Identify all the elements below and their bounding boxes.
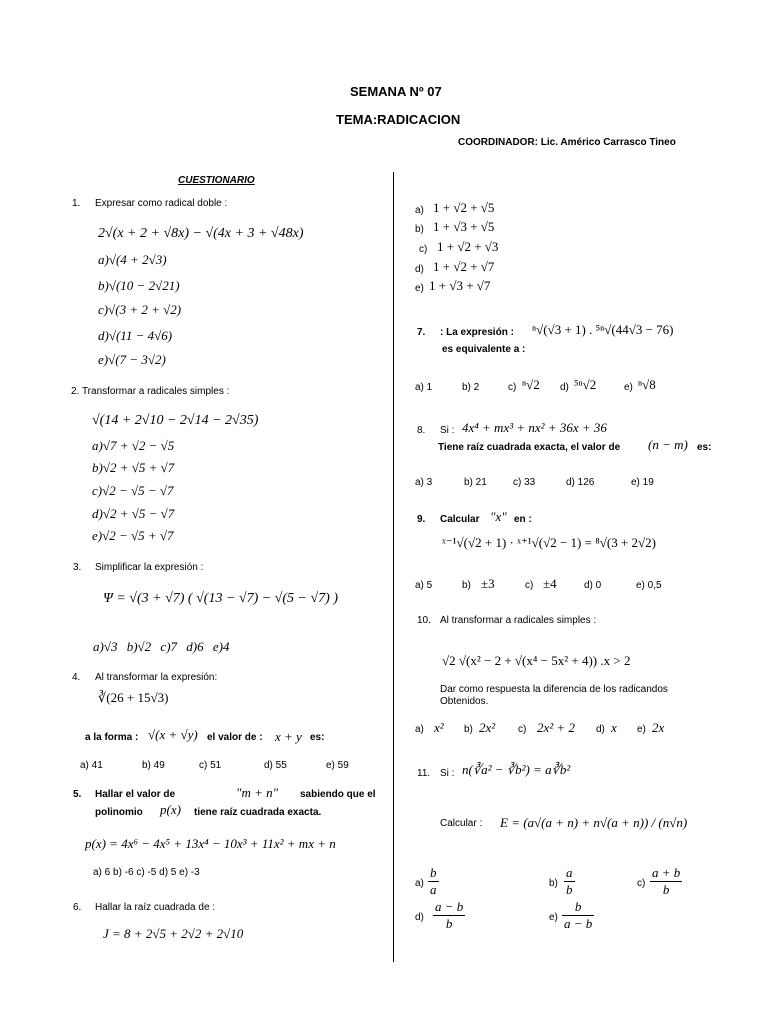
option-c: c) 51	[199, 760, 222, 771]
option-e: e) 0,5	[636, 580, 662, 591]
question-text-b: Tiene raíz cuadrada exacta, el valor de	[438, 442, 621, 453]
option-b: $\frac{a}{b}$	[566, 865, 573, 897]
option-b: ±3	[481, 576, 495, 591]
option-e: 1 + √3 + √7	[429, 278, 491, 293]
option-d: $\frac{a - b}{b}$	[435, 899, 464, 931]
option-c-label: c)	[508, 382, 517, 393]
question-text-d: tiene raíz cuadrada exacta.	[194, 807, 322, 818]
question-number: 10.	[417, 615, 431, 626]
option-d: 1 + √2 + √7	[433, 259, 495, 274]
option-c: c)√2 − √5 − √7	[92, 483, 174, 498]
question-text-b: en :	[514, 514, 532, 525]
option-a: x²	[434, 720, 444, 735]
question-text: : La expresión :	[440, 327, 514, 338]
question-note: Dar como respuesta la diferencia de los radicandos Obtenidos.	[440, 684, 668, 707]
option-b: b)√2 + √5 + √7	[92, 460, 175, 475]
question-expression: ⁿ√(√3 + 1) . ⁵ⁿ√(44√3 − 76)	[532, 322, 674, 337]
option-c-label: c)	[637, 878, 646, 889]
question-text: Al transformar a radicales simples :	[440, 615, 597, 626]
question-number: 7.	[417, 327, 426, 338]
question-expression: √(14 + 2√10 − 2√14 − 2√35)	[92, 413, 259, 428]
page-title: SEMANA Nº 07	[350, 84, 442, 99]
question-number: 1.	[72, 198, 81, 209]
question-text: 2. Transformar a radicales simples :	[71, 386, 230, 397]
question-expression: 2√(x + 2 + √8x) − √(4x + 3 + √48x)	[98, 226, 304, 241]
option-c: 2x² + 2	[537, 720, 575, 735]
option-a: a) 3	[415, 477, 433, 488]
question-text-c: polinomio	[95, 807, 143, 818]
option-b: b) 49	[142, 760, 165, 771]
question-expression: √2 √(x² − 2 + √(x⁴ − 5x² + 4)) .x > 2	[442, 653, 631, 668]
sum-expression: x + y	[275, 729, 302, 744]
question-text: Expresar como radical doble :	[95, 198, 228, 209]
form-expression: √(x + √y)	[148, 727, 198, 742]
option-e: e)√(7 − 3√2)	[98, 352, 166, 367]
E-expression: E = (a√(a + n) + n√(a + n)) / (n√n)	[500, 815, 688, 830]
question-expression: Ψ = √(3 + √7) ( √(13 − √7) − √(5 − √7) )	[103, 591, 338, 606]
quoted-expression: "m + n"	[236, 785, 279, 800]
option-e: $\frac{b}{a - b}$	[564, 899, 593, 931]
option-e-label: e)	[549, 912, 558, 923]
option-d-label: d)	[560, 382, 569, 393]
question-number: 6.	[73, 902, 82, 913]
page-subtitle: TEMA:RADICACION	[336, 112, 461, 127]
difference-expression: (n − m)	[648, 437, 688, 452]
question-text: Si :	[440, 425, 455, 436]
options-row: a) 6 b) -6 c) -5 d) 5 e) -3	[93, 867, 200, 878]
option-e-label: e)	[637, 724, 646, 735]
question-number: 5.	[73, 789, 82, 800]
option-a: a) 1	[415, 382, 433, 393]
polynomial-name: p(x)	[160, 802, 181, 817]
column-divider	[393, 172, 394, 962]
option-e: ⁿ√8	[638, 377, 656, 392]
option-b-label: b)	[462, 580, 471, 591]
option-c: ±4	[543, 576, 557, 591]
question-expression: p(x) = 4x⁶ − 4x⁵ + 13x⁴ − 10x³ + 11x² + mx + n	[85, 836, 336, 851]
option-c: ⁿ√2	[522, 377, 540, 392]
options-row: a)√3 b)√2 c)7 d)6 e)4	[93, 639, 230, 654]
option-e: 2x	[652, 720, 665, 735]
option-a: a) 41	[80, 760, 103, 771]
question-text-b: es equivalente a :	[442, 344, 526, 355]
question-number: 3.	[73, 562, 82, 573]
option-a: $\frac{b}{a}$	[430, 865, 437, 897]
option-b: 1 + √3 + √5	[433, 219, 495, 234]
option-a: a) 5	[415, 580, 433, 591]
value-label: el valor de :	[207, 732, 263, 743]
option-b: b) 2	[462, 382, 480, 393]
es-label: es:	[310, 732, 325, 743]
question-text: Calcular	[440, 514, 480, 525]
question-expression: 4x⁴ + mx³ + nx² + 36x + 36	[462, 420, 607, 435]
option-e: e)√2 − √5 + √7	[92, 528, 174, 543]
form-label: a la forma :	[85, 732, 139, 743]
question-expression: ˣ⁻¹√(√2 + 1) · ˣ⁺¹√(√2 − 1) = ⁸√(3 + 2√2)	[442, 535, 657, 550]
option-d: x	[611, 720, 617, 735]
question-text: Simplificar la expresión :	[95, 562, 204, 573]
option-c-label: c)	[518, 724, 527, 735]
question-text: Si :	[440, 768, 455, 779]
option-d-label: d)	[415, 264, 424, 275]
questionnaire-heading: CUESTIONARIO	[178, 175, 255, 186]
question-expression: J = 8 + 2√5 + 2√2 + 2√10	[103, 926, 244, 941]
option-a: a)√(4 + 2√3)	[98, 252, 167, 267]
question-number: 9.	[417, 514, 426, 525]
option-d: d)√(11 − 4√6)	[98, 328, 173, 343]
option-d: d)√2 + √5 − √7	[92, 506, 175, 521]
option-d: d) 55	[264, 760, 287, 771]
option-b-label: b)	[464, 724, 473, 735]
option-c-label: c)	[525, 580, 534, 591]
option-d-label: d)	[596, 724, 605, 735]
question-number: 4.	[72, 672, 81, 683]
option-e: e) 19	[631, 477, 654, 488]
option-d: d) 0	[584, 580, 602, 591]
option-c: c)√(3 + 2 + √2)	[98, 302, 182, 317]
option-e-label: e)	[415, 283, 424, 294]
option-a-label: a)	[415, 724, 424, 735]
option-c: c) 33	[513, 477, 536, 488]
option-e: e) 59	[326, 760, 349, 771]
option-a: 1 + √2 + √5	[433, 200, 495, 215]
option-a-label: a)	[415, 878, 424, 889]
option-e-label: e)	[624, 382, 633, 393]
option-c: $\frac{a + b}{b}$	[652, 865, 681, 897]
option-b-label: b)	[549, 878, 558, 889]
option-d: ⁵ⁿ√2	[574, 377, 597, 392]
option-d: d) 126	[566, 477, 595, 488]
option-b: b)√(10 − 2√21)	[98, 278, 180, 293]
question-text-c: es:	[697, 442, 712, 453]
question-expression: ∛(26 + 15√3)	[98, 690, 169, 705]
question-text: Hallar la raíz cuadrada de :	[95, 902, 216, 913]
question-text: Al transformar la expresión:	[95, 672, 218, 683]
option-a: a)√7 + √2 − √5	[92, 438, 175, 453]
question-number: 8.	[417, 425, 426, 436]
option-c: 1 + √2 + √3	[437, 239, 499, 254]
option-c-label: c)	[419, 244, 428, 255]
option-d-label: d)	[415, 912, 424, 923]
question-number: 11.	[417, 768, 431, 779]
option-a-label: a)	[415, 205, 424, 216]
option-b: 2x²	[479, 720, 496, 735]
question-text-b: sabiendo que el	[300, 789, 376, 800]
quoted-variable: "x"	[490, 509, 507, 524]
coordinator-line: COORDINADOR: Lic. Américo Carrasco Tineo	[458, 137, 676, 148]
option-b: b) 21	[464, 477, 487, 488]
calc-label: Calcular :	[440, 818, 483, 829]
option-b-label: b)	[415, 224, 424, 235]
question-expression: n(∛a² − ∛b²) = a∛b²	[462, 762, 571, 777]
question-text-a: Hallar el valor de	[95, 789, 176, 800]
